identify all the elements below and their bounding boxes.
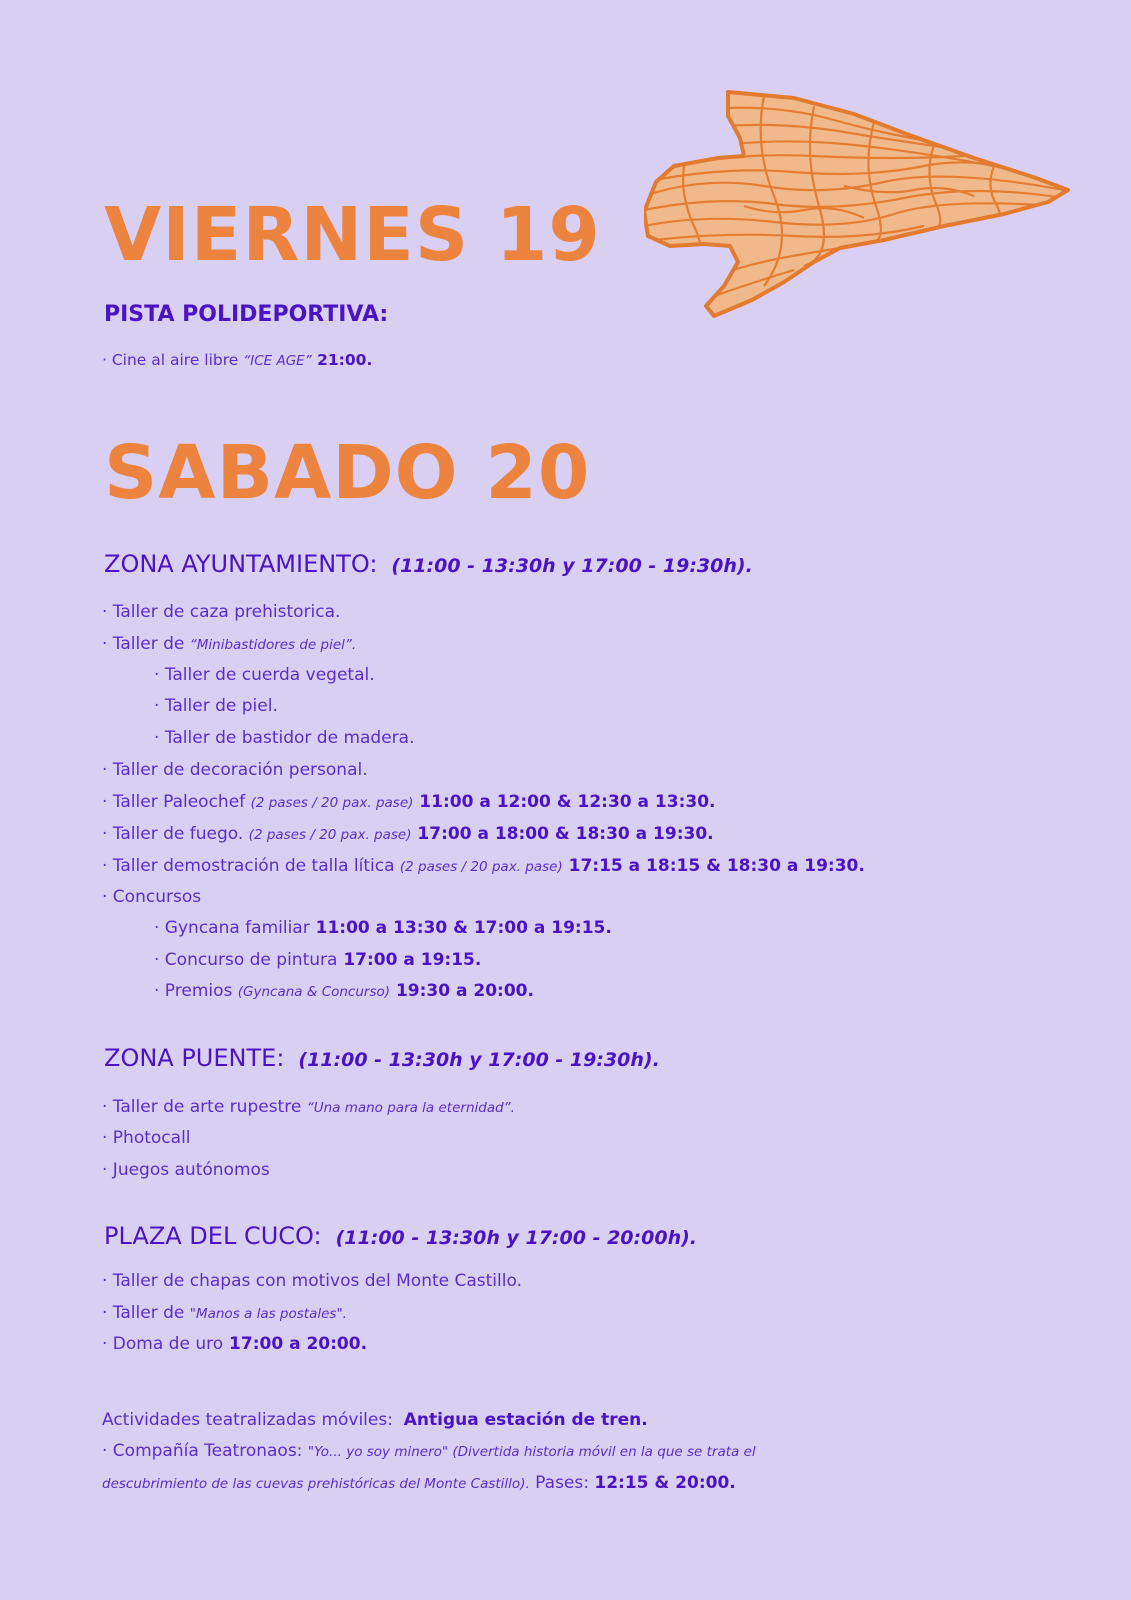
list-item: · Concurso de pintura 17:00 a 19:15. <box>154 950 482 970</box>
teatro-line-1: · Compañía Teatronaos: "Yo... yo soy minero" (Divertida historia móvil en la que se trata el <box>102 1441 756 1461</box>
list-item: · Taller demostración de talla lítica (2 pases / 20 pax. pase) 17:15 a 18:15 & 18:30 a 19:30. <box>102 856 865 876</box>
viernes-title: VIERNES 19 <box>104 192 601 278</box>
list-item: · Taller Paleochef (2 pases / 20 pax. pase) 11:00 a 12:00 & 12:30 a 13:30. <box>102 792 716 812</box>
list-item: · Premios (Gyncana & Concurso) 19:30 a 20:00. <box>154 981 534 1001</box>
list-item: · Taller de cuerda vegetal. <box>154 665 375 685</box>
sabado-title: SABADO 20 <box>104 430 591 516</box>
list-item: · Cine al aire libre “ICE AGE” 21:00. <box>102 351 373 369</box>
plaza-del-cuco-heading: PLAZA DEL CUCO: (11:00 - 13:30h y 17:00 - 20:00h). <box>104 1222 697 1250</box>
list-item: · Taller de “Minibastidores de piel”. <box>102 634 357 654</box>
teatro-line-2: descubrimiento de las cuevas prehistóricas del Monte Castillo). Pases: 12:15 & 20:00. <box>102 1473 736 1493</box>
arrowhead-icon <box>644 86 1072 322</box>
list-item: · Concursos <box>102 887 202 907</box>
list-item: · Taller de arte rupestre “Una mano para la eternidad”. <box>102 1097 515 1117</box>
teatro-heading: Actividades teatralizadas móviles: Antigua estación de tren. <box>102 1410 648 1430</box>
list-item: · Doma de uro 17:00 a 20:00. <box>102 1334 368 1354</box>
zona-puente-heading: ZONA PUENTE: (11:00 - 13:30h y 17:00 - 19:30h). <box>104 1044 660 1072</box>
list-item: · Taller de piel. <box>154 696 278 716</box>
list-item: · Taller de "Manos a las postales". <box>102 1303 347 1323</box>
zona-ayuntamiento-heading: ZONA AYUNTAMIENTO: (11:00 - 13:30h y 17:00 - 19:30h). <box>104 550 753 578</box>
list-item: · Taller de fuego. (2 pases / 20 pax. pase) 17:00 a 18:00 & 18:30 a 19:30. <box>102 824 714 844</box>
list-item: · Taller de chapas con motivos del Monte Castillo. <box>102 1271 522 1291</box>
list-item: · Taller de decoración personal. <box>102 760 368 780</box>
pista-polideportiva-heading: PISTA POLIDEPORTIVA: <box>104 302 389 327</box>
list-item: · Taller de bastidor de madera. <box>154 728 415 748</box>
list-item: · Juegos autónomos <box>102 1160 270 1180</box>
list-item: · Photocall <box>102 1128 191 1148</box>
list-item: · Taller de caza prehistorica. <box>102 602 341 622</box>
list-item: · Gyncana familiar 11:00 a 13:30 & 17:00 a 19:15. <box>154 918 612 938</box>
